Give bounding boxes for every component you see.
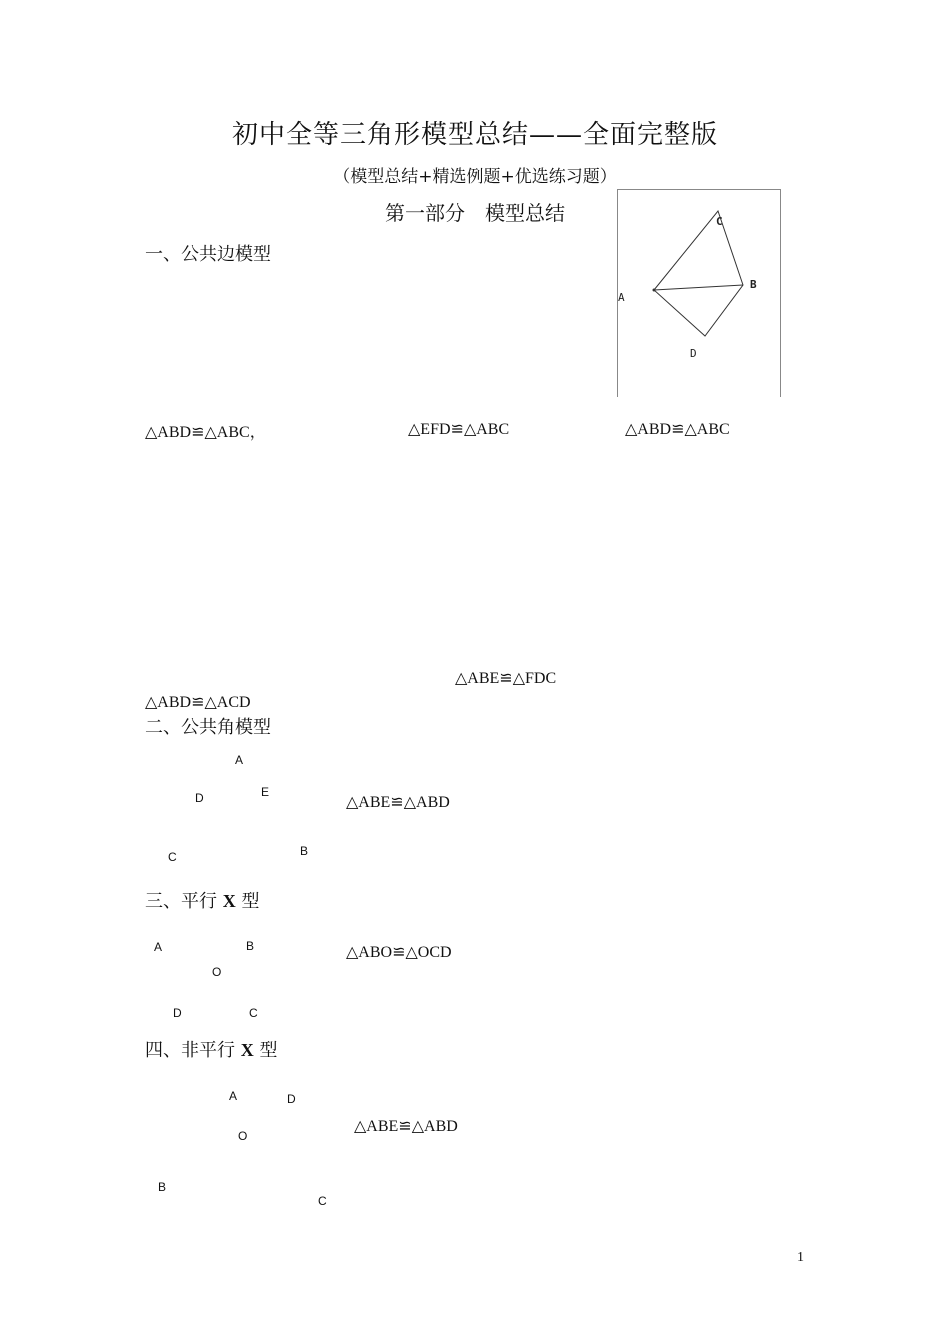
- vertex-label-d: D: [690, 347, 697, 360]
- quadrilateral-diagram: [617, 189, 781, 397]
- relation-text: △ABE≌△FDC: [455, 670, 557, 687]
- relation-text: △ABO≌△OCD: [346, 944, 452, 961]
- section-heading-text: 一、公共边模型: [145, 244, 271, 265]
- point-label: D: [195, 791, 204, 805]
- point-label: O: [212, 965, 222, 979]
- relation-text: △ABD≌△ABC: [625, 421, 730, 438]
- point-label: C: [249, 1006, 258, 1020]
- section-heading-bold: X: [240, 1040, 254, 1060]
- relation-text: △EFD≌△ABC: [408, 421, 510, 438]
- quadrilateral-shape: [654, 211, 743, 336]
- section-heading-text: 三、平行: [145, 891, 223, 912]
- point-label: E: [261, 785, 270, 799]
- point-label: O: [238, 1129, 248, 1143]
- point-label: C: [318, 1194, 327, 1208]
- point-label: A: [229, 1089, 238, 1103]
- vertex-label-a: A: [618, 291, 625, 304]
- section-heading-parallel-x: [145, 887, 259, 913]
- quadrilateral-figure: [617, 189, 781, 397]
- page-number: 1: [797, 1250, 804, 1265]
- point-label: B: [246, 939, 255, 953]
- section-heading-text: 四、非平行: [145, 1040, 241, 1061]
- part-heading: 第一部分 模型总结: [385, 201, 565, 225]
- section-heading-nonparallel-x: [145, 1036, 277, 1062]
- point-label: A: [235, 753, 244, 767]
- page-title: 初中全等三角形模型总结——全面完整版: [231, 120, 718, 150]
- diagonal-ab: [654, 285, 743, 290]
- point-label: D: [287, 1092, 296, 1106]
- relation-text: △ABE≌△ABD: [346, 794, 450, 811]
- section-heading-suffix: 型: [253, 1040, 278, 1061]
- relation-text: △ABD≌△ABC，: [145, 424, 266, 441]
- section-heading-common-angle: [145, 713, 271, 739]
- point-label: B: [300, 844, 309, 858]
- vertex-label-b: B: [750, 278, 757, 291]
- point-label: A: [154, 940, 163, 954]
- section-heading-common-side: [145, 240, 271, 266]
- vertex-label-c: C: [716, 215, 723, 228]
- section-heading-suffix: 型: [235, 891, 260, 912]
- point-label: B: [158, 1180, 167, 1194]
- relation-text: △ABE≌△ABD: [354, 1118, 458, 1135]
- section-heading-bold: X: [222, 891, 236, 911]
- section-heading-text: 二、公共角模型: [145, 717, 271, 738]
- relation-text: △ABD≌△ACD: [145, 694, 251, 711]
- page-subtitle: （模型总结+精选例题+优选练习题）: [333, 167, 617, 187]
- point-label: D: [173, 1006, 182, 1020]
- point-a-dot: [653, 289, 656, 292]
- point-label: C: [168, 850, 177, 864]
